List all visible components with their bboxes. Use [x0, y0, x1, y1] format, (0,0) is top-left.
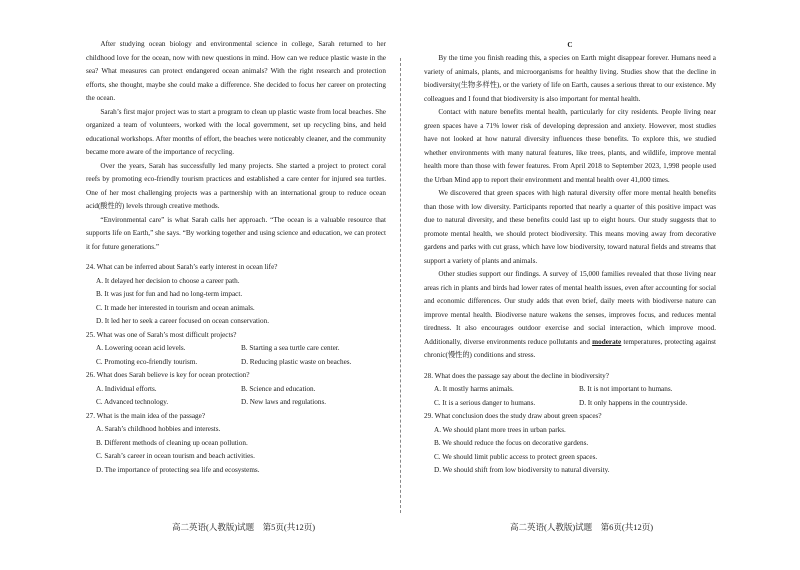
- option: D. We should shift from low biodiversity to natural diversity.: [434, 466, 610, 474]
- page-footer: 高二英语(人教版)试题 第6页(共12页): [510, 522, 654, 532]
- option: A. It delayed her decision to choose a career path.: [96, 276, 240, 285]
- option: C. Advanced technology.: [96, 398, 169, 406]
- passage-paragraph: “Environmental care” is what Sarah calls her approach. “The ocean is a valuable resource that supports life on Earth,” she says. “By working together and using science and education, we can protect it for future generations.”: [86, 215, 386, 251]
- option: B. Different methods of cleaning up ocean pollution.: [96, 438, 248, 447]
- option: A. Sarah’s childhood hobbies and interests.: [96, 425, 221, 433]
- option: C. It made her interested in tourism and ocean animals.: [96, 303, 255, 312]
- paragraph-text: Other studies support our findings. A survey of 15,000 families revealed that those living near areas rich in plants and birds had lower rates of mental health issues, even after accounting for social and economic differences. Our study adds that even brief, daily meets with biodiverse nature can improve mental health. Biodiverse nature wakens the senses, improves focus, and reduces mental tiredness. It also encourages outdoor exercise and social interaction, which improve mood. Additionally, diverse environments reduce pollutants and: [424, 270, 716, 346]
- highlighted-word: moderate: [592, 337, 622, 346]
- option: B. Science and education.: [241, 384, 316, 393]
- page-footer: 高二英语(人教版)试题 第5页(共12页): [172, 522, 316, 532]
- passage-paragraph: After studying ocean biology and environmental science in college, Sarah returned to her childhood love for the ocean, now with new questions in mind. How can we reduce plastic waste in the sea? What measures can protect endangered ocean animals? With the right research and protection efforts, she thought, maybe she could make a difference. She decided to focus her career on protecting the ocean.: [86, 40, 386, 102]
- option: B. We should reduce the focus on decorative gardens.: [434, 439, 589, 447]
- option: A. It mostly harms animals.: [434, 385, 514, 393]
- paragraph-text: temperatures, protecting against chronic(慢性的) conditions and stress.: [424, 337, 717, 359]
- question-28: [424, 370, 716, 411]
- option: D. It led her to seek a career focused on ocean conservation.: [96, 317, 270, 325]
- passage-paragraph: Contact with nature benefits mental health, particularly for city residents. People living near green spaces have a 71% lower risk of developing depression and anxiety. However, most studies have not looked at how natural diversity influences these benefits. To explore this, we studied whether environments with many natural features, like trees, plants, and wildlife, improve mental health more than those with fewer features. From April 2018 to September 2023, 1,998 people used the Urban Mind app to report their environment and mental health over 41,000 times.: [424, 108, 716, 184]
- question-stem: 29. What conclusion does the study draw about green spaces?: [424, 412, 602, 420]
- option: A. We should plant more trees in urban parks.: [434, 425, 566, 434]
- passage-paragraph: [424, 268, 716, 363]
- option: D. Reducing plastic waste on beaches.: [241, 357, 352, 366]
- section-heading: C: [567, 41, 573, 49]
- option: D. New laws and regulations.: [241, 398, 327, 406]
- option: B. It was just for fun and had no long-term impact.: [96, 290, 243, 298]
- question-stem: 26. What does Sarah believe is key for ocean protection?: [86, 371, 250, 379]
- question-stem: 25. What was one of Sarah’s most difficult projects?: [86, 330, 237, 339]
- question-stem: 28. What does the passage say about the decline in biodiversity?: [424, 371, 609, 380]
- option: A. Individual efforts.: [96, 384, 157, 393]
- question-27: [86, 410, 386, 478]
- question-29: [424, 410, 716, 478]
- passage-paragraph: By the time you finish reading this, a species on Earth might disappear forever. Humans need a variety of animals, plants, and microorganisms for healthy living. Studies show that the decline in biodiversity(生物多样性), or the variety of life on Earth, causes a serious threat to our existence. My colleagues and I found that biodiversity is also important for mental health.: [424, 54, 716, 103]
- column-divider: [400, 58, 401, 513]
- question-24: [86, 261, 386, 329]
- option: B. It is not important to humans.: [579, 385, 673, 393]
- question-stem: 27. What is the main idea of the passage?: [86, 411, 206, 420]
- left-page-column: [86, 38, 386, 477]
- option: C. We should limit public access to protect green spaces.: [434, 452, 598, 461]
- question-25: [86, 329, 386, 370]
- question-stem: 24. What can be inferred about Sarah’s early interest in ocean life?: [86, 263, 278, 271]
- question-26: [86, 369, 386, 410]
- passage-paragraph: Sarah’s first major project was to start a program to clean up plastic waste from local beaches. She organized a team of volunteers, worked with the local government, set up recycling bins, and held educational workshops. After months of effort, the beaches were noticeably cleaner, and the community became more aware of the importance of recycling.: [86, 107, 386, 156]
- option: C. Promoting eco-friendly tourism.: [96, 357, 198, 366]
- option: D. It only happens in the countryside.: [579, 398, 688, 407]
- right-page-column: [424, 38, 716, 478]
- option: B. Starting a sea turtle care center.: [241, 344, 340, 352]
- option: A. Lowering ocean acid levels.: [96, 344, 186, 352]
- passage-paragraph: Over the years, Sarah has successfully led many projects. She started a project to protect coral reefs by promoting eco-friendly tourism practices and established a care center for injured sea turtles. One of her most challenging projects was a partnership with an international group to reduce ocean acid(酸性的) levels through creative methods.: [86, 161, 386, 210]
- passage-paragraph: We discovered that green spaces with high natural diversity offer more mental health benefits than those with low diversity. Participants reported that nearly a quarter of this positive impact was due to natural diversity, and these benefits could last up to eight hours. Our study suggests that to promote mental health, we should protect biodiversity. This means moving away from decorative gardens and parks with cut grass, which have low biodiversity, toward natural fields and streams that support a variety of plants and animals.: [424, 189, 716, 265]
- option: D. The importance of protecting sea life and ecosystems.: [96, 465, 260, 474]
- option: C. It is a serious danger to humans.: [434, 398, 536, 407]
- option: C. Sarah’s career in ocean tourism and beach activities.: [96, 452, 255, 460]
